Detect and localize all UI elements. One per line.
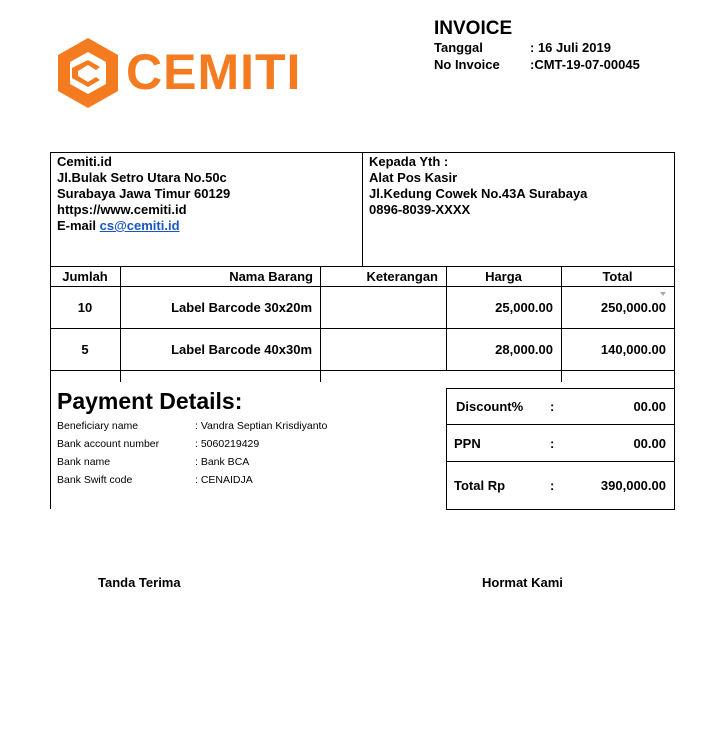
table-top-border bbox=[50, 266, 675, 267]
invoice-number-label: No Invoice bbox=[434, 57, 500, 72]
payment-left-border bbox=[50, 382, 51, 509]
address-divider bbox=[362, 152, 363, 266]
col-header-total: Total bbox=[602, 269, 633, 284]
email-link[interactable]: cs@cemiti.id bbox=[99, 218, 180, 233]
date-label: Tanggal bbox=[434, 40, 483, 55]
payment-label: Bank account number bbox=[57, 438, 160, 450]
sender-address-line2: Surabaya Jawa Timur 60129 bbox=[57, 186, 231, 201]
recipient-name: Alat Pos Kasir bbox=[369, 170, 458, 185]
recipient-phone: 0896-8039-XXXX bbox=[369, 202, 471, 217]
ppn-label: PPN bbox=[454, 436, 481, 451]
summary-top-border bbox=[446, 388, 675, 389]
col-header-item: Nama Barang bbox=[229, 269, 313, 284]
summary-bottom-border bbox=[446, 509, 675, 510]
discount-value: 00.00 bbox=[633, 399, 666, 414]
col-header-price: Harga bbox=[485, 269, 522, 284]
col-header-note: Keterangan bbox=[366, 269, 438, 284]
logo-wordmark: CEMITI bbox=[126, 44, 302, 100]
row2-qty: 5 bbox=[81, 342, 89, 357]
recipient-block bbox=[369, 154, 587, 218]
cell-dropdown-icon bbox=[660, 292, 666, 296]
date-value: : 16 Juli 2019 bbox=[530, 40, 611, 55]
table-bottom-border bbox=[50, 370, 675, 371]
table-row-border bbox=[50, 328, 675, 329]
signature-sender: Hormat Kami bbox=[482, 575, 563, 590]
payment-label: Bank name bbox=[57, 456, 111, 468]
sender-address-line1: Jl.Bulak Setro Utara No.50c bbox=[57, 170, 227, 185]
row1-item: Label Barcode 30x20m bbox=[171, 300, 312, 315]
recipient-address: Jl.Kedung Cowek No.43A Surabaya bbox=[369, 186, 588, 201]
payment-value: : CENAIDJA bbox=[195, 474, 253, 486]
row1-total: 250,000.00 bbox=[600, 300, 666, 315]
ppn-value: 00.00 bbox=[633, 436, 666, 451]
row1-qty: 10 bbox=[77, 300, 93, 315]
row2-total: 140,000.00 bbox=[600, 342, 666, 357]
right-border bbox=[674, 152, 675, 510]
payment-label: Bank Swift code bbox=[57, 474, 133, 486]
row2-item: Label Barcode 40x30m bbox=[171, 342, 312, 357]
payment-value: : 5060219429 bbox=[195, 438, 260, 450]
summary-row-border bbox=[446, 424, 675, 425]
total-value: 390,000.00 bbox=[600, 478, 666, 493]
invoice-title: INVOICE bbox=[434, 18, 513, 39]
sender-website[interactable]: https://www.cemiti.id bbox=[57, 202, 187, 217]
total-colon: : bbox=[550, 478, 555, 493]
total-label: Total Rp bbox=[454, 478, 506, 493]
sender-block bbox=[57, 154, 230, 234]
logo-hexagon-icon bbox=[58, 38, 118, 108]
row2-price: 28,000.00 bbox=[495, 342, 553, 357]
summary-row-border bbox=[446, 461, 675, 462]
summary-left-border bbox=[446, 388, 447, 510]
table-header-border bbox=[50, 286, 675, 287]
payment-value: : Vandra Septian Krisdiyanto bbox=[195, 420, 328, 432]
sender-name: Cemiti.id bbox=[57, 154, 112, 169]
payment-label: Beneficiary name bbox=[57, 420, 139, 432]
row1-price: 25,000.00 bbox=[495, 300, 553, 315]
recipient-label: Kepada Yth : bbox=[369, 154, 449, 169]
signature-receiver: Tanda Terima bbox=[98, 575, 181, 590]
payment-value: : Bank BCA bbox=[195, 456, 250, 468]
invoice-number-value: :CMT-19-07-00045 bbox=[530, 57, 640, 72]
email-label: E-mail bbox=[57, 218, 97, 233]
ppn-colon: : bbox=[550, 436, 555, 451]
payment-title: Payment Details: bbox=[57, 388, 243, 414]
discount-label: Discount% bbox=[456, 399, 524, 414]
col-header-qty: Jumlah bbox=[62, 269, 108, 284]
sender-email-row bbox=[57, 218, 230, 234]
discount-colon: : bbox=[550, 399, 555, 414]
